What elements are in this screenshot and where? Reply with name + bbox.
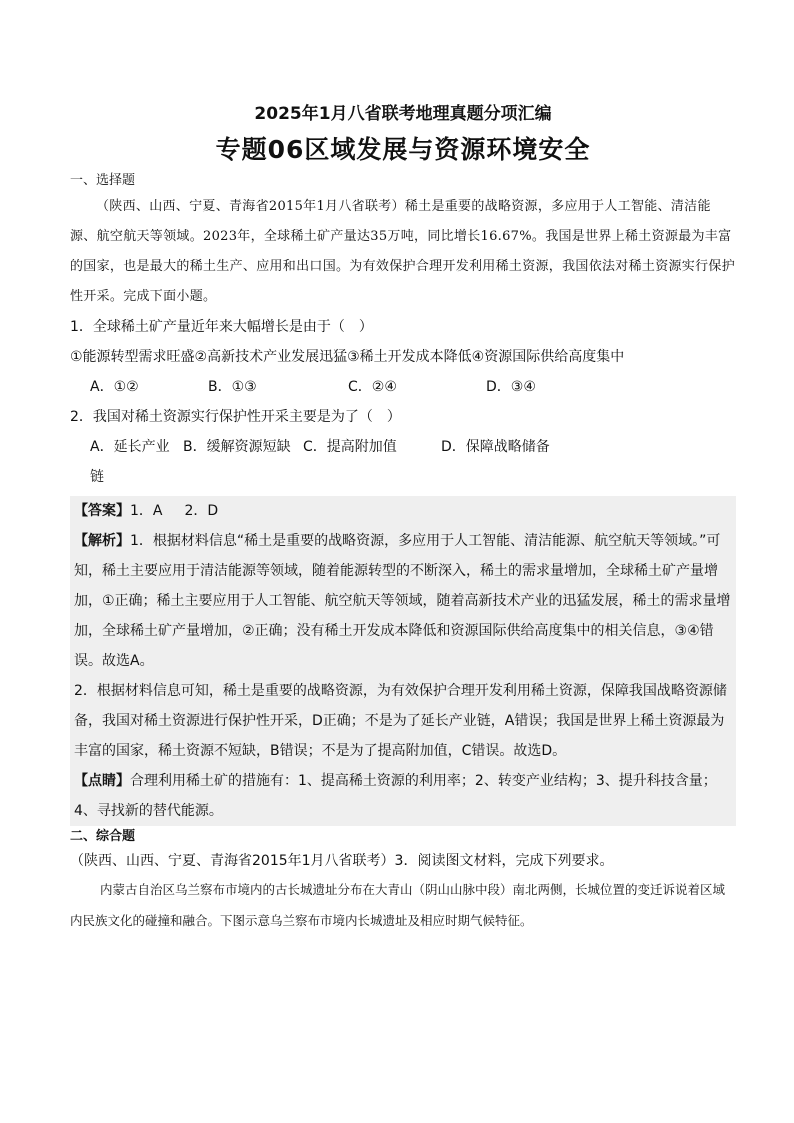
document-page — [70, 100, 736, 936]
tips-text: 合理利用稀土矿的措施有：1、提高稀土资源的利用率；2、转变产业结构；3、提升科技含量；4、寻找新的替代能源。 — [74, 773, 717, 819]
analysis-paragraph-2: 2．根据材料信息可知，稀土是重要的战略资源，为有效保护合理开发利用稀土资源，保障我国战略资源储备，我国对稀土资源进行保护性开采，D正确；不是为了延长产业链，A错误；我国是世界上稀土资源最为丰富的国家，稀土资源不短缺，B错误；不是为了提高附加值，C错误。故选D。 — [74, 683, 727, 759]
question-1-options — [70, 372, 736, 402]
tips-paragraph — [74, 766, 732, 826]
tips-label: 【点睛】 — [74, 773, 130, 789]
question-2-option-a: A．延长产业链 — [90, 439, 170, 485]
answer-label: 【答案】 — [74, 503, 130, 519]
answer-line — [74, 496, 732, 526]
question-material: （陕西、山西、宁夏、青海省2015年1月八省联考）稀土是重要的战略资源，多应用于人工智能、清洁能源、航空航天等领域。2023年，全球稀土矿产量达35万吨，同比增长16.67%。我国是世界上稀土资源最为丰富的国家，也是最大的稀土生产、应用和出口国。为有效保护合理开发利用稀土资源，我国依法对稀土资源实行保护性开采。完成下面小题。 — [70, 199, 736, 304]
analysis-text-1: 1．根据材料信息“稀土是重要的战略资源，多应用于人工智能、清洁能源、航空航天等领域。”可知，稀土主要应用于清洁能源等领域，随着能源转型的不断深入，稀土的需求量增加，全球稀土矿产量增加，①正确；稀土主要应用于人工智能、航空航天等领域，随着高新技术产业的迅猛发展，稀土的需求量增加，全球稀土矿产量增加，②正确；没有稀土开发成本降低和资源国际供给高度集中的相关信息，③④错误。故选A。 — [74, 533, 731, 669]
document-title: 2025年1月八省联考地理真题分项汇编 — [254, 104, 552, 124]
question-1-option-c: C．②④ — [348, 379, 397, 395]
answer-item-2: 2．D — [184, 503, 219, 519]
section-heading-comprehensive: 二、综合题 — [70, 829, 136, 844]
section-heading-choice: 一、选择题 — [70, 173, 136, 188]
answer-item-1: 1．A — [130, 503, 163, 519]
question-1-stem: 1．全球稀土矿产量近年来大幅增长是由于（ ） — [70, 319, 373, 335]
answer-analysis-box — [70, 496, 736, 826]
document-subtitle: 专题06区域发展与资源环境安全 — [215, 135, 591, 164]
question-1-statements: ①能源转型需求旺盛②高新技术产业发展迅猛③稀土开发成本降低④资源国际供给高度集中 — [70, 349, 625, 365]
question-2-options — [70, 432, 736, 492]
question-3-material: 内蒙古自治区乌兰察布市境内的古长城遗址分布在大青山（阴山山脉中段）南北两侧，长城位置的变迁诉说着区域内民族文化的碰撞和融合。下图示意乌兰察布市境内长城遗址及相应时期气候特征。 — [70, 882, 726, 928]
analysis-paragraph-1 — [74, 526, 732, 676]
question-1-option-b: B．①③ — [208, 379, 257, 395]
analysis-label: 【解析】 — [74, 533, 130, 549]
question-1-option-d: D．③④ — [486, 379, 536, 395]
question-3-source: （陕西、山西、宁夏、青海省2015年1月八省联考）3．阅读图文材料，完成下列要求。 — [70, 853, 614, 869]
question-2-option-c: C．提高附加值 — [303, 439, 397, 455]
question-2-option-b: B．缓解资源短缺 — [183, 439, 291, 455]
question-2-option-d: D．保障战略储备 — [441, 439, 550, 455]
question-2-stem: 2．我国对稀土资源实行保护性开采主要是为了（ ） — [70, 409, 401, 425]
question-1-option-a: A．①② — [90, 379, 139, 395]
